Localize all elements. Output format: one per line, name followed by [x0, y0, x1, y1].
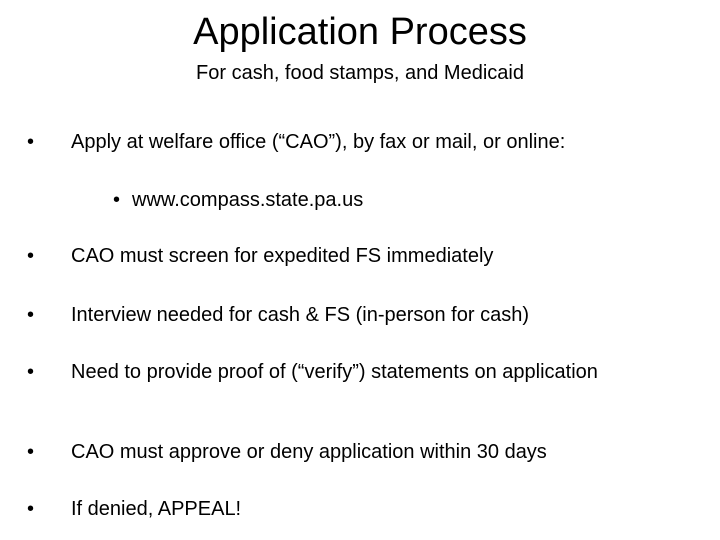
- bullet-item-approve: [27, 441, 677, 463]
- bullet-text: CAO must screen for expedited FS immediately: [71, 245, 494, 267]
- bullet-icon: •: [113, 189, 121, 211]
- bullet-icon: •: [27, 498, 35, 520]
- slide-title: Application Process: [193, 11, 527, 53]
- slide-subtitle: For cash, food stamps, and Medicaid: [196, 62, 524, 84]
- bullet-icon: •: [27, 304, 35, 326]
- bullet-icon: •: [27, 131, 35, 153]
- bullet-icon: •: [27, 361, 35, 383]
- bullet-icon: •: [27, 441, 35, 463]
- bullet-text: If denied, APPEAL!: [71, 498, 242, 520]
- bullet-item-interview: [27, 304, 677, 326]
- bullet-text: Interview needed for cash & FS (in-person for cash): [71, 304, 529, 326]
- bullet-text: Need to provide proof of (“verify”) statements on application: [71, 361, 598, 383]
- bullet-item-appeal: [27, 498, 677, 520]
- bullet-icon: •: [27, 245, 35, 267]
- bullet-text: Apply at welfare office (“CAO”), by fax or mail, or online:: [71, 131, 566, 153]
- bullet-item-screen: [27, 245, 677, 267]
- bullet-item-apply: [27, 131, 677, 153]
- bullet-item-verify: [27, 361, 627, 383]
- sub-bullet-item-website: [113, 189, 673, 211]
- bullet-text: CAO must approve or deny application within 30 days: [71, 441, 547, 463]
- sub-bullet-text: www.compass.state.pa.us: [132, 189, 364, 211]
